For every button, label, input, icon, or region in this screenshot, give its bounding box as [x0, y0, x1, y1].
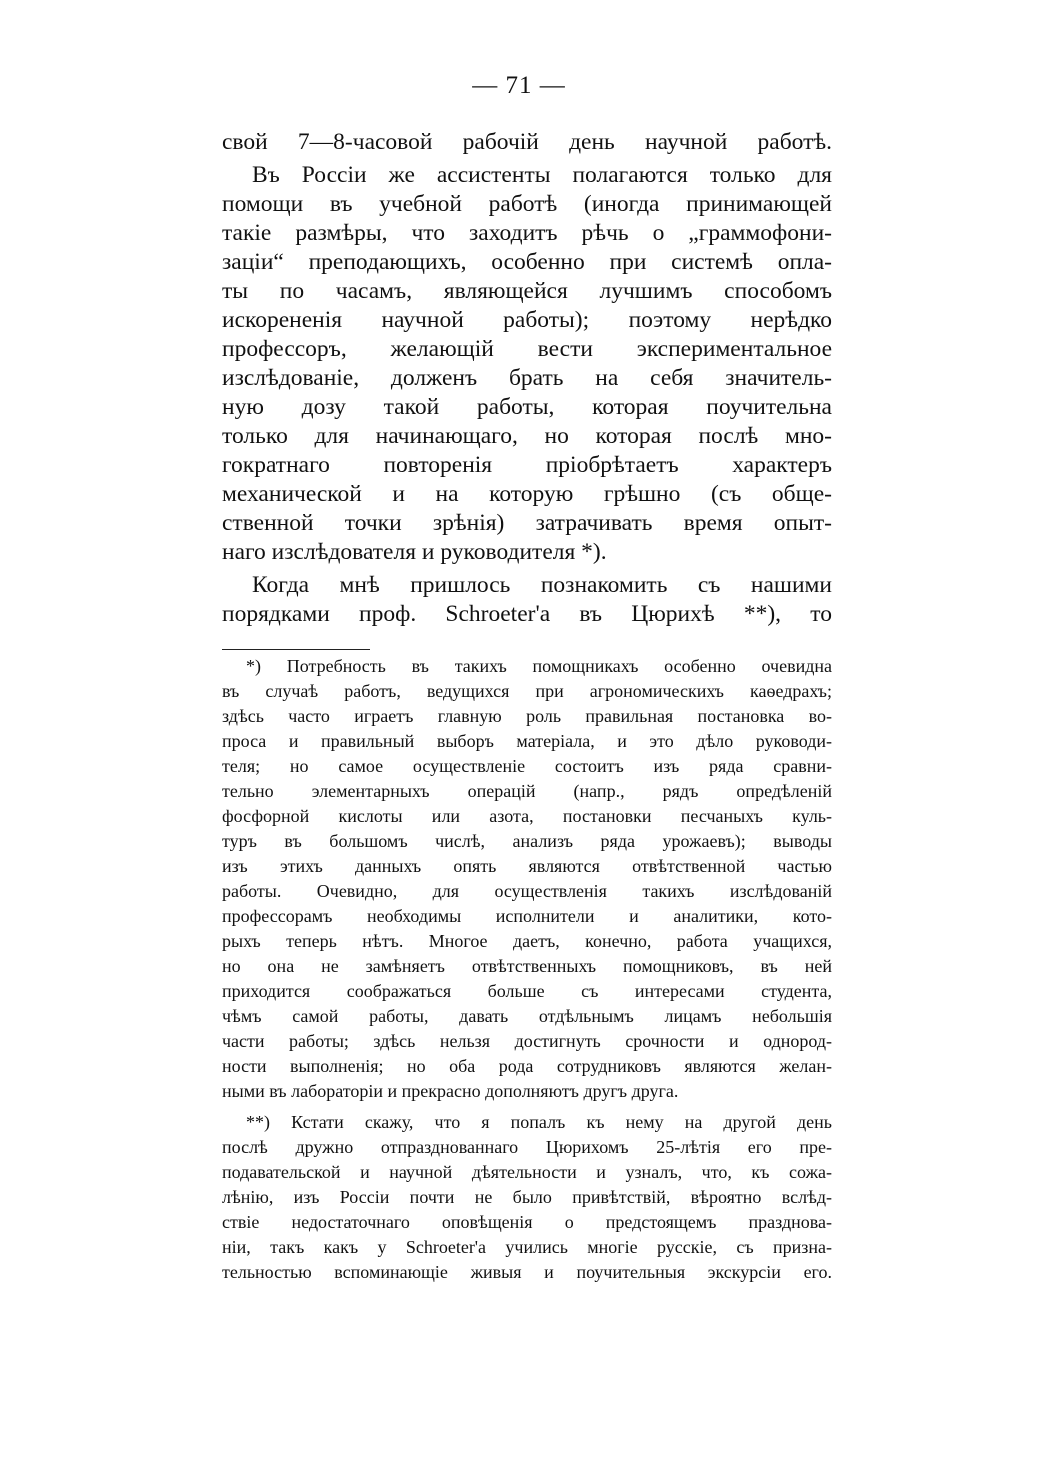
footnote-line: проса и правильный выборъ матеріала, и это дѣло руководи- — [222, 731, 832, 751]
main-text — [222, 128, 832, 629]
footnote-line: **) Кстати скажу, что я попалъ къ нему на другой день — [246, 1112, 832, 1132]
footnote-line: послѣ дружно отпразднованнаго Цюрихомъ 25-лѣтія его пре- — [222, 1137, 832, 1157]
footnote-line: въ случаѣ работъ, ведущихся при агрономическихъ каѳедрахъ; — [222, 681, 832, 701]
text-line: ную дозу такой работы, которая поучительна — [222, 394, 832, 420]
text-line: порядками проф. Schroeter'а въ Цюрихѣ **), то — [222, 601, 832, 627]
footnote-line: ности выполненія; но оба рода сотрудниковъ являются желан- — [222, 1056, 832, 1076]
text-line: Въ Россіи же ассистенты полагаются только для — [252, 162, 832, 188]
text-line: помощи въ учебной работѣ (иногда принимающей — [222, 191, 832, 217]
footnote-line: но она не замѣняетъ отвѣтственныхъ помощниковъ, въ ней — [222, 956, 832, 976]
footnote-line: подавательской и научной дѣятельности и узналъ, что, къ сожа- — [222, 1162, 832, 1182]
footnote-line: теля; но самое осуществленіе состоитъ изъ ряда сравни- — [222, 756, 832, 776]
footnote-line: работы. Очевидно, для осуществленія такихъ изслѣдованій — [222, 881, 832, 901]
footnote-line: *) Потребность въ такихъ помощникахъ особенно очевидна — [246, 656, 832, 676]
text-line: профессоръ, желающій вести экспериментальное — [222, 336, 832, 362]
text-line: искорененія научной работы); поэтому нерѣдко — [222, 307, 832, 333]
text-line: механической и на которую грѣшно (съ обще- — [222, 481, 832, 507]
footnote-line: ствіе недостаточнаго оповѣщенія о предстоящемъ празднова- — [222, 1212, 832, 1232]
footnote-line: лѣнію, изъ Россіи почти не было привѣтствій, вѣроятно вслѣд- — [222, 1187, 832, 1207]
text-line: ственной точки зрѣнія) затрачивать время опыт- — [222, 510, 832, 536]
footnote-line: рыхъ теперь нѣтъ. Многое даетъ, конечно, работа учащихся, — [222, 931, 832, 951]
text-line: ты по часамъ, являющейся лучшимъ способомъ — [222, 278, 832, 304]
text-line: изслѣдованіе, долженъ брать на себя значитель- — [222, 365, 832, 391]
footnote-line: ными въ лабораторіи и прекрасно дополняютъ другъ друга. — [222, 1081, 679, 1101]
footnote-line: профессорамъ необходимы исполнители и аналитики, кото- — [222, 906, 832, 926]
text-line: такіе размѣры, что заходитъ рѣчь о „граммофони- — [222, 220, 832, 246]
text-line: гократнаго повторенія пріобрѣтаетъ характеръ — [222, 452, 832, 478]
text-line: свой 7—8-часовой рабочій день научной работѣ. — [222, 129, 832, 155]
footnote-line: тельностью вспоминающіе живыя и поучительныя экскурсіи его. — [222, 1262, 832, 1282]
footnote-1 — [222, 654, 832, 1104]
footnote-line: туръ въ большомъ числѣ, анализъ ряда урожаевъ); выводы — [222, 831, 832, 851]
footnote-line: изъ этихъ данныхъ опять являются отвѣтственной частью — [222, 856, 832, 876]
footnote-line: ніи, такъ какъ у Schroeter'а учились многіе русскіе, съ призна- — [222, 1237, 832, 1257]
footnote-line: приходится соображаться больше съ интересами студента, — [222, 981, 832, 1001]
footnote-line: части работы; здѣсь нельзя достигнуть срочности и однород- — [222, 1031, 832, 1051]
footnote-line: фосфорной кислоты или азота, постановки песчаныхъ куль- — [222, 806, 832, 826]
text-line: наго изслѣдователя и руководителя *). — [222, 539, 607, 565]
text-line: заціи“ преподающихъ, особенно при системѣ опла- — [222, 249, 832, 275]
text-line: Когда мнѣ пришлось познакомить съ нашими — [252, 572, 832, 598]
footnote-line: тельно элементарныхъ операцій (напр., рядъ опредѣленій — [222, 781, 832, 801]
footnote-divider — [222, 649, 370, 650]
footnotes — [222, 654, 832, 1285]
text-line: только для начинающаго, но которая послѣ мно- — [222, 423, 832, 449]
footnote-line: здѣсь часто играетъ главную роль правильная постановка во- — [222, 706, 832, 726]
page-number: — 71 — — [472, 72, 566, 99]
footnote-line: чѣмъ самой работы, давать отдѣльнымъ лицамъ небольшія — [222, 1006, 832, 1026]
footnote-2 — [222, 1110, 832, 1285]
